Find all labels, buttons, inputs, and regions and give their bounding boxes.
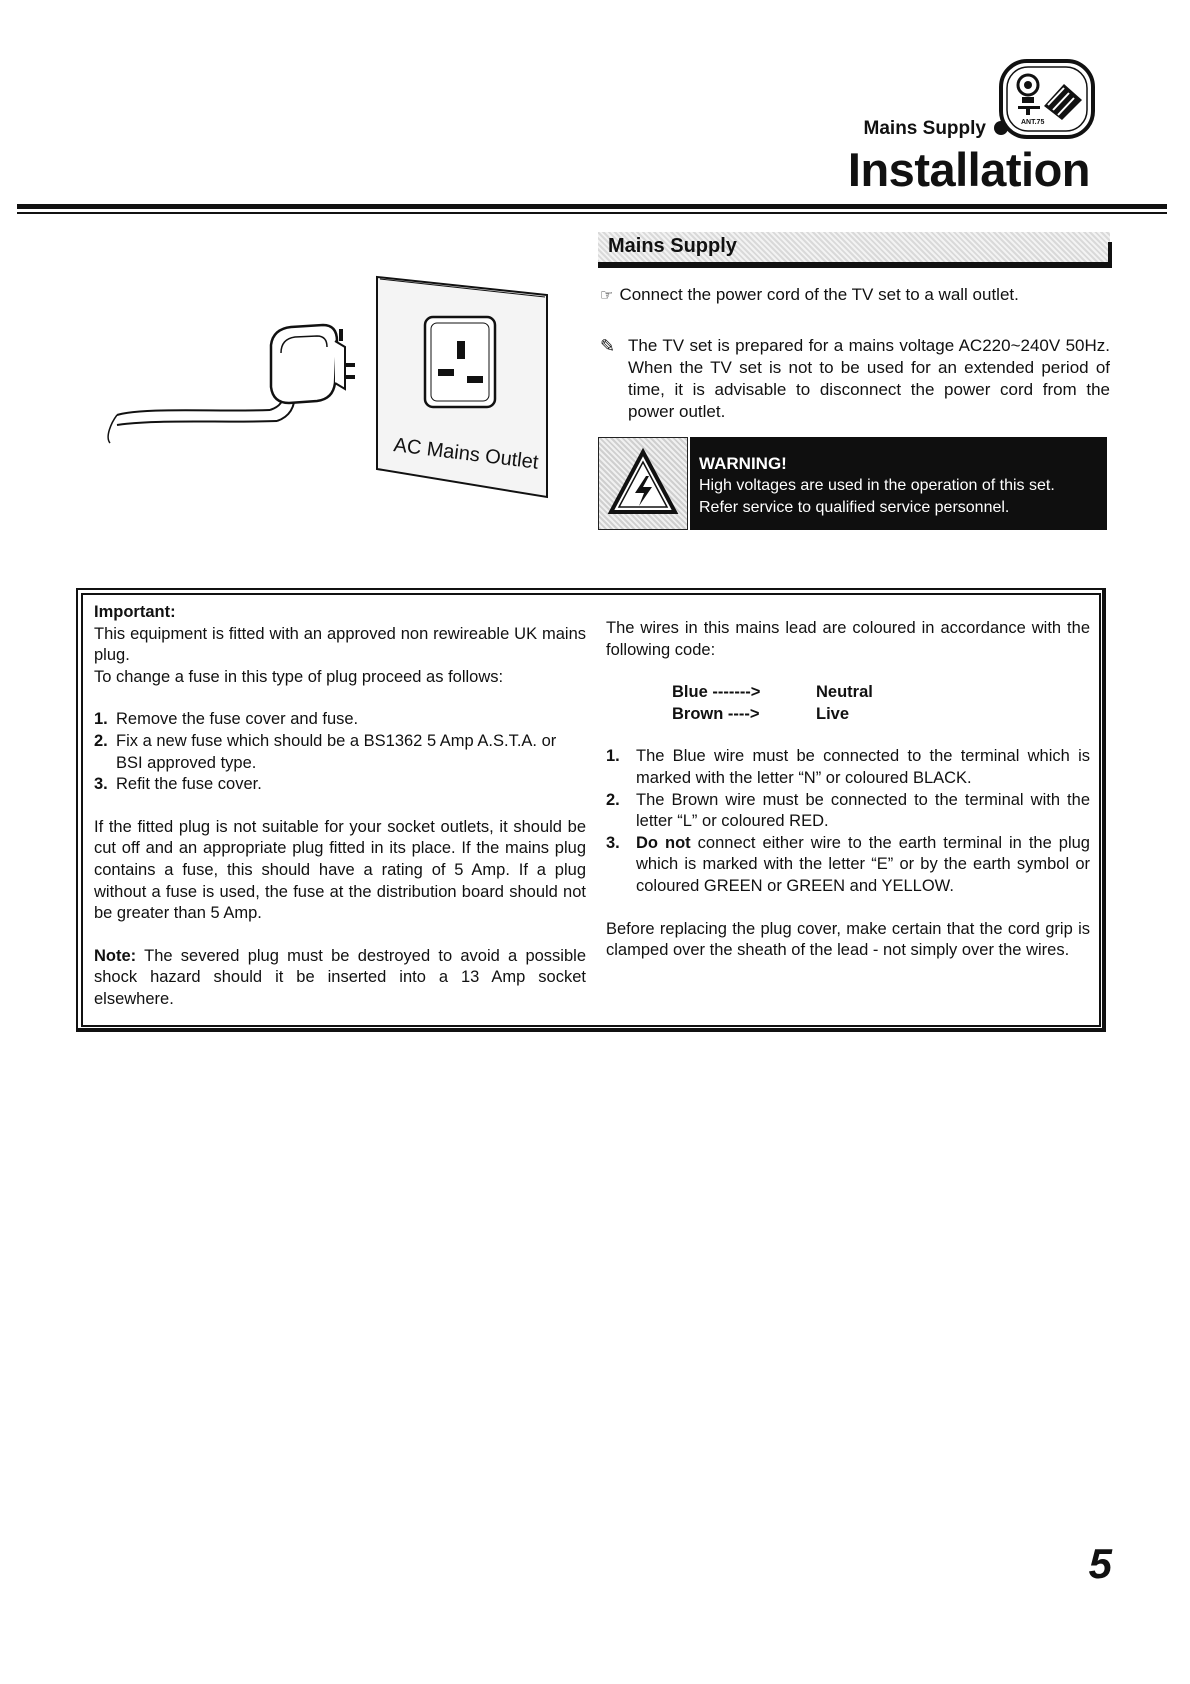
right-column bbox=[606, 618, 1090, 962]
warning-icon-box bbox=[598, 437, 688, 530]
section-heading-label: Mains Supply bbox=[608, 235, 737, 257]
warning-box bbox=[598, 437, 1107, 530]
plug-and-outlet-illustration bbox=[95, 265, 555, 505]
outlet-label: AC Mains Outlet bbox=[392, 434, 540, 474]
instruction-step bbox=[600, 284, 1120, 307]
high-voltage-warning-icon bbox=[599, 438, 687, 529]
list-item: 2. Fix a new fuse which should be a BS1362 5 Amp A.S.T.A. or BSI approved type. bbox=[94, 731, 557, 772]
important-intro-2: To change a fuse in this type of plug proceed as follows: bbox=[94, 667, 504, 686]
section-heading bbox=[598, 232, 1112, 272]
fuse-steps-list bbox=[94, 709, 586, 795]
table-row: Blue -------> Neutral bbox=[672, 683, 873, 702]
pointing-hand-icon: ☞ bbox=[600, 287, 614, 304]
list-item: 3. Do not connect either wire to the earth terminal in the plug which is marked with the letter “E” or by the earth symbol or coloured GREEN or GREEN and YELLOW. bbox=[606, 833, 1090, 895]
note-text: The TV set is prepared for a mains voltage AC220~240V 50Hz. When the TV set is not to be used for an extended period of time, it is advisable to disconnect the power cord from the power outlet. bbox=[628, 336, 1110, 421]
note-label: Note: bbox=[94, 946, 137, 965]
antenna-connection-logo-icon bbox=[998, 58, 1096, 140]
list-item: 2. The Brown wire must be connected to the terminal with the letter “L” or coloured RED. bbox=[606, 790, 1090, 831]
header-rule bbox=[17, 204, 1167, 209]
warning-line-1: High voltages are used in the operation of this set. bbox=[699, 477, 1055, 494]
closing-paragraph: Before replacing the plug cover, make certain that the cord grip is clamped over the sheath of the lead - not simply over the wires. bbox=[606, 919, 1090, 960]
plug-paragraph: If the fitted plug is not suitable for your socket outlets, it should be cut off and an appropriate plug fitted in its place. If the mains plug contains a fuse, this should have a rating of 5 Amp. If a plug without a fuse is used, the fuse at the distribution board should not be greater than 5 Amp. bbox=[94, 817, 586, 923]
wire-code-intro: The wires in this mains lead are coloured in accordance with the following code: bbox=[606, 619, 1090, 659]
breadcrumb bbox=[864, 118, 1008, 140]
section-heading-tick bbox=[1108, 242, 1112, 268]
instruction-text: Connect the power cord of the TV set to a wall outlet. bbox=[619, 285, 1019, 304]
list-item: 1. Remove the fuse cover and fuse. bbox=[94, 710, 359, 729]
important-heading: Important: bbox=[94, 603, 176, 621]
section-heading-underline bbox=[598, 262, 1112, 268]
left-column bbox=[94, 602, 586, 1011]
pencil-note-icon: ✎ bbox=[600, 336, 616, 356]
warning-text-box bbox=[690, 437, 1107, 530]
header-rule-thin bbox=[17, 212, 1167, 214]
list-item: 3. Refit the fuse cover. bbox=[94, 775, 262, 794]
table-row: Brown ----> Live bbox=[672, 704, 850, 723]
warning-line-2: Refer service to qualified service personnel. bbox=[699, 499, 1010, 516]
wiring-steps-list bbox=[606, 746, 1090, 897]
important-intro-1: This equipment is fitted with an approved non rewireable UK mains plug. bbox=[94, 624, 586, 665]
page-number: 5 bbox=[1088, 1540, 1112, 1587]
warning-title: WARNING! bbox=[699, 454, 787, 473]
breadcrumb-label: Mains Supply bbox=[863, 118, 986, 139]
page-title: Installation bbox=[847, 143, 1090, 196]
logo-caption: ANT.75 bbox=[1021, 119, 1045, 126]
important-info-box bbox=[76, 588, 1106, 1032]
note-body: The severed plug must be destroyed to avoid a possible shock hazard should it be inserted into a 13 Amp socket elsewhere. bbox=[94, 946, 586, 1008]
note-paragraph bbox=[94, 946, 586, 1011]
list-item: 1. The Blue wire must be connected to the terminal which is marked with the letter “N” or coloured BLACK. bbox=[606, 747, 1090, 787]
wire-colour-code-table bbox=[672, 682, 1090, 725]
